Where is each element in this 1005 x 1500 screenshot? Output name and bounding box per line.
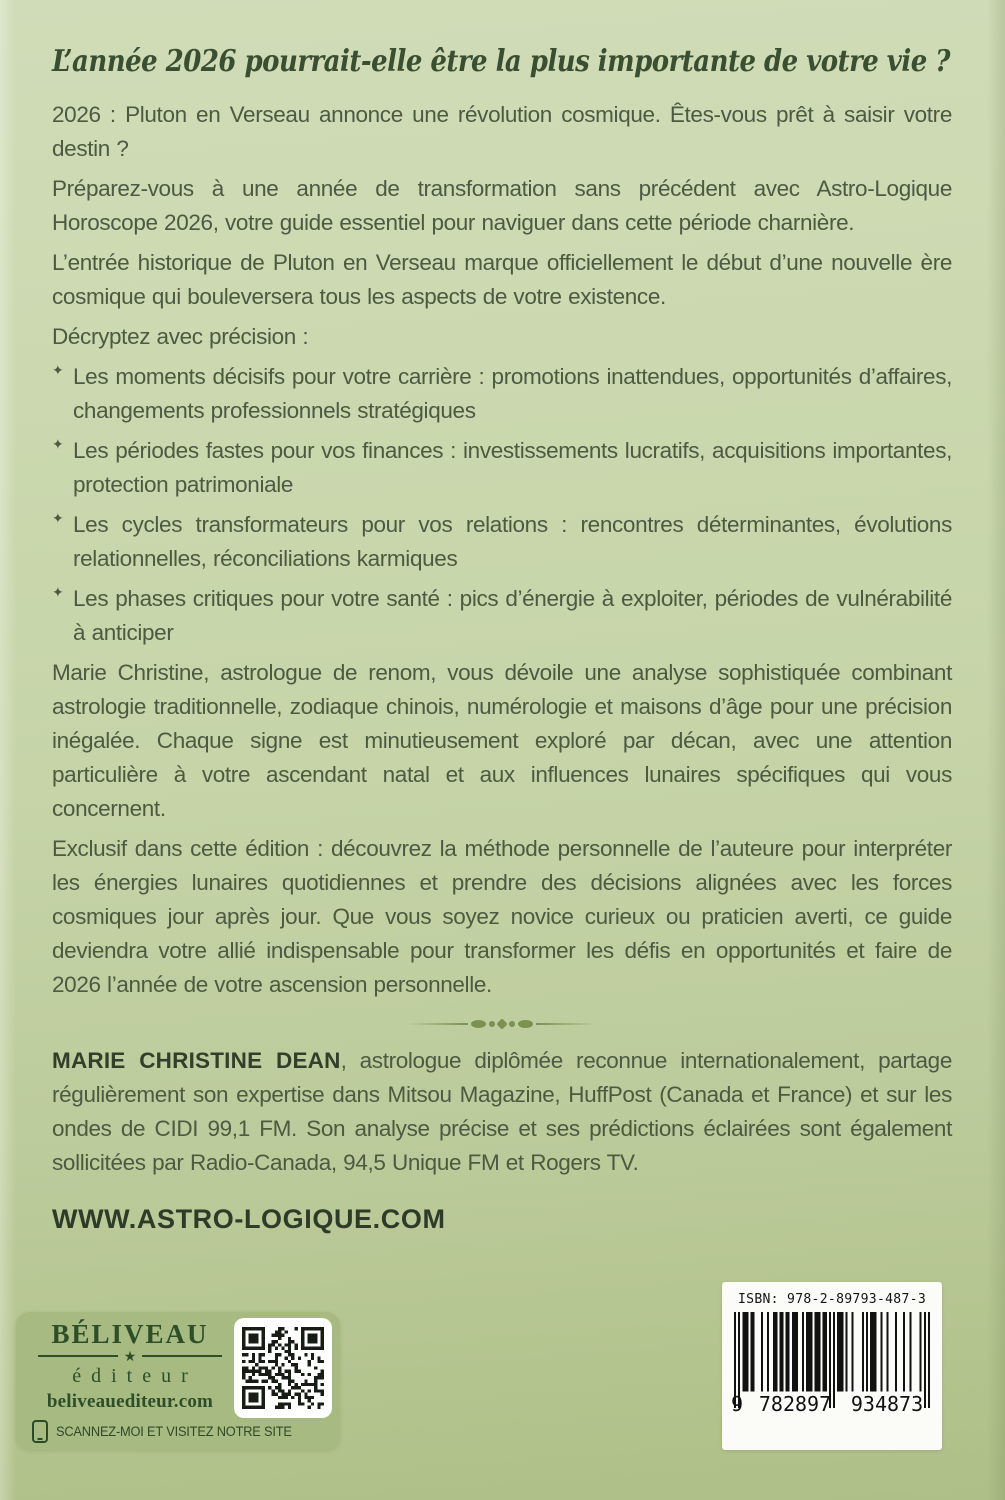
publisher-logo	[32, 1320, 228, 1413]
paragraph-text: Exclusif dans cette édition : découvrez la méthode personnelle de l’auteure pour interpréter les énergies lunaires quotidiennes et prendre des décisions alignées avec les forces cosmiques jour après jour. Que vous soyez novice curieux ou praticien averti, ce guide deviendra votre allié indispensable pour transformer les défis en opportunités et faire de 2026 l’année de votre ascension personnelle.	[52, 836, 952, 997]
phone-icon	[32, 1420, 48, 1443]
star-divider-line	[38, 1355, 118, 1357]
divider-bead	[518, 1020, 533, 1028]
paragraph-text: 2026 : Pluton en Verseau annonce une révolution cosmique. Êtes-vous prêt à saisir votre destin ?	[52, 102, 952, 161]
author-bio	[52, 1044, 952, 1180]
scan-me-row	[32, 1420, 330, 1443]
scan-me-text: SCANNEZ-MOI ET VISITEZ NOTRE SITE	[56, 1424, 292, 1439]
divider-bead	[489, 1021, 495, 1027]
paragraph	[52, 656, 952, 826]
bullet-star-icon: ✦	[52, 510, 64, 526]
paragraph	[52, 320, 952, 354]
bullet-star-icon: ✦	[52, 362, 64, 378]
publisher-panel	[16, 1312, 340, 1450]
isbn-barcode	[722, 1282, 942, 1450]
publisher-website: beliveauediteur.com	[46, 1391, 214, 1413]
bullet-item	[52, 360, 952, 428]
paragraph-text: L’entrée historique de Pluton en Verseau marque officiellement le début d’une nouvelle ère cosmique qui bouleversera tous les aspects de votre existence.	[52, 250, 952, 309]
paragraph	[52, 98, 952, 166]
barcode-digits: 934873	[850, 1392, 924, 1416]
divider-bead	[509, 1021, 515, 1027]
star-icon: ★	[123, 1348, 137, 1365]
publisher-editor-word: éditeur	[72, 1365, 198, 1388]
paragraph-text: Les phases critiques pour votre santé : pics d’énergie à exploiter, périodes de vulnérabilité à anticiper	[73, 586, 952, 645]
paragraph	[52, 172, 952, 240]
publisher-name: BÉLIVEAU	[51, 1319, 209, 1349]
star-divider	[38, 1349, 222, 1363]
bullet-item	[52, 582, 952, 650]
paragraph-text: Les périodes fastes pour vos finances : investissements lucratifs, acquisitions importantes, protection patrimoniale	[73, 438, 952, 497]
website-url: WWW.ASTRO-LOGIQUE.COM	[52, 1204, 446, 1234]
author-name: MARIE CHRISTINE DEAN	[52, 1048, 341, 1073]
divider-line-right	[536, 1023, 597, 1025]
barcode-number	[731, 1392, 933, 1416]
barcode-digits: 782897	[758, 1392, 832, 1416]
paragraph-list	[52, 98, 952, 1002]
star-divider-line	[142, 1355, 222, 1357]
author-bio-text: , astrologue diplômée reconnue internationalement, partage régulièrement son expertise dans Mitsou Magazine, HuffPost (Canada et France) et sur les ondes de CIDI 99,1 FM. Son analyse précise et ses prédictions éclairées sont également sollicitées par Radio-Canada, 94,5 Unique FM et Rogers TV.	[52, 1048, 953, 1175]
barcode-digits: 9	[731, 1392, 744, 1416]
isbn-label: ISBN: 978-2-89793-487-3	[737, 1291, 927, 1307]
paragraph-text: Préparez-vous à une année de transformation sans précédent avec Astro-Logique Horoscope 2026, votre guide essentiel pour naviguer dans cette période charnière.	[52, 176, 952, 235]
paragraph-text: Décryptez avec précision :	[52, 324, 309, 349]
paragraph	[52, 246, 952, 314]
divider-line-left	[407, 1023, 468, 1025]
paragraph-text: Marie Christine, astrologue de renom, vous dévoile une analyse sophistiquée combinant astrologie traditionnelle, zodiaque chinois, numérologie et maisons d’âge pour une précision inégalée. Chaque signe est minutieusement exploré par décan, avec une attention particulière à votre ascendant natal et aux influences lunaires spécifiques qui vous concernent.	[52, 660, 952, 821]
bullet-star-icon: ✦	[52, 436, 64, 452]
paragraph-text: Les moments décisifs pour votre carrière : promotions inattendues, opportunités d’affaires, changements professionnels stratégiques	[73, 364, 952, 423]
bullet-star-icon: ✦	[52, 584, 64, 600]
qr-code	[234, 1318, 332, 1418]
bullet-item	[52, 434, 952, 502]
paragraph	[52, 832, 952, 1002]
divider-diamond	[496, 1018, 507, 1029]
paragraph-text: Les cycles transformateurs pour vos relations : rencontres déterminantes, évolutions relationnelles, réconciliations karmiques	[73, 512, 952, 571]
divider-bead	[471, 1020, 486, 1028]
bullet-item	[52, 508, 952, 576]
page-title: L’année 2026 pourrait-elle être la plus importante de votre vie ?	[52, 44, 950, 79]
text-column	[52, 40, 952, 1235]
ornament-divider	[407, 1020, 597, 1028]
qr-code-pattern	[242, 1327, 324, 1409]
